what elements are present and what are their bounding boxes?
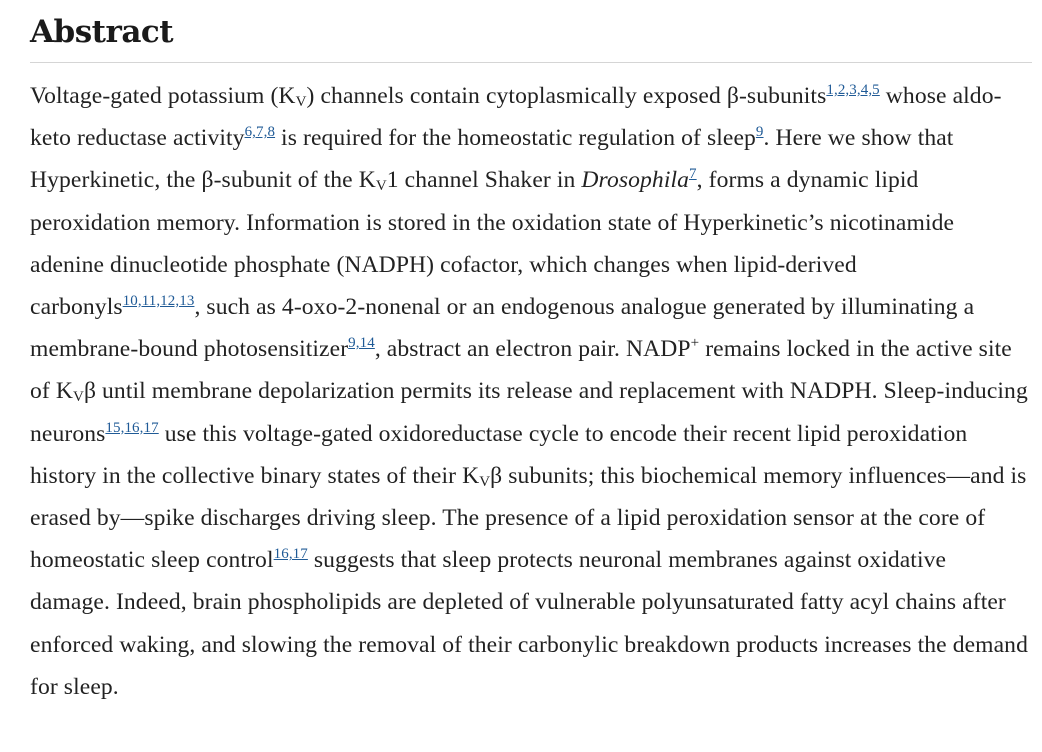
abstract-text: , abstract an electron pair. NADP: [374, 336, 691, 363]
citation-link[interactable]: 6,7,8: [244, 124, 276, 141]
subscript-v: V: [375, 178, 387, 195]
superscript-plus: +: [690, 335, 700, 352]
abstract-text: ) channels contain cytoplasmically exposed β-subunits: [306, 83, 827, 109]
abstract-text: . Here we show that Hyperkinetic, the β-subunit of the K: [30, 125, 954, 194]
abstract-text: whose aldo-keto reductase activity: [30, 83, 1002, 152]
abstract-text: 1 channel Shaker in: [386, 167, 582, 194]
abstract-text: β subunits; this biochemical memory influences—and is erased by—spike discharges driving sleep. The presence of a lipid peroxidation sensor at the core of homeostatic sleep control: [30, 462, 1027, 574]
citation-link[interactable]: 15,16,17: [105, 419, 159, 436]
abstract-text: , forms a dynamic lipid peroxidation memory. Information is stored in the oxidation state of Hyperkinetic’s nicotinamide adenine dinucleotide phosphate (NADPH) cofactor, which changes when lipid-derived carbonyls: [30, 167, 955, 321]
citation-link[interactable]: 1,2,3,4,5: [826, 82, 880, 98]
abstract-text: , such as 4-oxo-2-nonenal or an endogenous analogue generated by illuminating a membrane-bound photosensitizer: [30, 294, 975, 363]
abstract-text: β until membrane depolarization permits its release and replacement with NADPH. Sleep-inducing neurons: [30, 378, 1028, 447]
citation-link[interactable]: 16,17: [273, 546, 308, 563]
citation-link[interactable]: 9,14: [348, 335, 375, 352]
abstract-text: is required for the homeostatic regulation of sleep: [275, 125, 756, 152]
abstract-text: suggests that sleep protects neuronal membranes against oxidative damage. Indeed, brain phospholipids are depleted of vulnerable polyunsaturated fatty acyl chains after enforced waking, and slowing the removal of their carbonylic breakdown products increases the demand for sleep.: [30, 547, 1028, 700]
subscript-v: V: [73, 389, 84, 406]
subscript-v: V: [479, 473, 491, 490]
abstract-text: remains locked in the active site of K: [30, 336, 1012, 405]
section-heading: Abstract: [30, 14, 174, 50]
subscript-v: V: [295, 94, 307, 110]
citation-link[interactable]: 10,11,12,13: [122, 293, 195, 310]
abstract-text: use this voltage-gated oxidoreductase cycle to encode their recent lipid peroxidation history in the collective binary states of their K: [30, 420, 968, 489]
citation-link[interactable]: 7: [689, 166, 697, 183]
abstract-paragraph: [30, 63, 1032, 708]
species-name: Drosophila: [581, 167, 690, 194]
citation-link[interactable]: 9: [755, 124, 764, 141]
abstract-text: Voltage-gated potassium (K: [30, 83, 296, 109]
